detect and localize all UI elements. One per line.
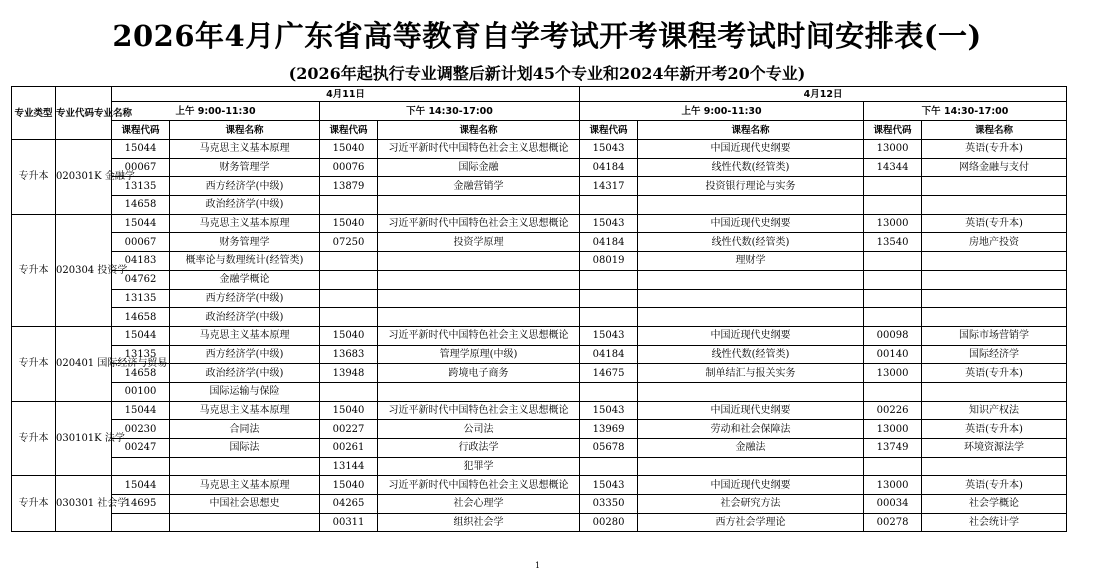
page-subtitle: (2026年起执行专业调整后新计划45个专业和2024年新开考20个专业) xyxy=(288,64,806,83)
table-row xyxy=(12,457,1067,476)
table-row xyxy=(12,289,1067,308)
course-name-cell xyxy=(638,196,864,215)
course-code-cell xyxy=(320,270,378,289)
table-row xyxy=(12,308,1067,327)
course-code-cell: 15040 xyxy=(320,476,378,495)
course-name-cell: 跨境电子商务 xyxy=(378,364,580,383)
course-code-cell: 13749 xyxy=(864,439,922,458)
course-code-cell: 08019 xyxy=(580,252,638,271)
course-name-cell: 中国近现代史纲要 xyxy=(638,476,864,495)
course-name-cell: 犯罪学 xyxy=(378,457,580,476)
table-row xyxy=(12,196,1067,215)
course-name-cell: 金融法 xyxy=(638,439,864,458)
table-row xyxy=(12,364,1067,383)
course-name-cell: 国际运输与保险 xyxy=(170,382,320,401)
table-row xyxy=(12,439,1067,458)
course-name-cell xyxy=(638,382,864,401)
major-code-name-cell: 020304 投资学 xyxy=(56,214,112,326)
course-name-cell xyxy=(378,289,580,308)
course-name-cell: 概率论与数理统计(经管类) xyxy=(170,252,320,271)
table-row xyxy=(12,214,1067,233)
course-code-cell: 00076 xyxy=(320,158,378,177)
header-course-name: 课程名称 xyxy=(922,121,1067,140)
course-name-cell: 投资银行理论与实务 xyxy=(638,177,864,196)
course-name-cell: 中国近现代史纲要 xyxy=(638,140,864,159)
major-type-cell: 专升本 xyxy=(12,476,56,532)
course-name-cell: 网络金融与支付 xyxy=(922,158,1067,177)
course-name-cell xyxy=(922,308,1067,327)
course-name-cell: 线性代数(经管类) xyxy=(638,158,864,177)
course-name-cell: 财务管理学 xyxy=(170,233,320,252)
course-name-cell: 英语(专升本) xyxy=(922,476,1067,495)
course-name-cell: 习近平新时代中国特色社会主义思想概论 xyxy=(378,401,580,420)
course-code-cell: 15040 xyxy=(320,401,378,420)
course-code-cell xyxy=(864,457,922,476)
course-name-cell: 中国近现代史纲要 xyxy=(638,326,864,345)
course-code-cell: 13144 xyxy=(320,457,378,476)
course-name-cell: 政治经济学(中级) xyxy=(170,196,320,215)
course-name-cell xyxy=(378,270,580,289)
course-name-cell xyxy=(378,382,580,401)
course-code-cell xyxy=(112,457,170,476)
course-name-cell xyxy=(922,270,1067,289)
course-code-cell: 03350 xyxy=(580,495,638,514)
course-name-cell xyxy=(170,457,320,476)
course-code-cell xyxy=(320,308,378,327)
course-code-cell: 13000 xyxy=(864,476,922,495)
course-name-cell: 行政法学 xyxy=(378,439,580,458)
major-code-name-cell: 030301 社会学 xyxy=(56,476,112,532)
course-code-cell xyxy=(580,457,638,476)
course-name-cell: 西方经济学(中级) xyxy=(170,177,320,196)
course-name-cell: 制单结汇与报关实务 xyxy=(638,364,864,383)
header-day1-pm: 下午 14:30-17:00 xyxy=(320,102,580,121)
major-type-cell: 专升本 xyxy=(12,326,56,401)
course-code-cell: 15040 xyxy=(320,214,378,233)
course-name-cell: 英语(专升本) xyxy=(922,420,1067,439)
course-name-cell: 马克思主义基本原理 xyxy=(170,326,320,345)
course-code-cell: 15043 xyxy=(580,326,638,345)
schedule-body xyxy=(12,140,1067,532)
header-course-name: 课程名称 xyxy=(378,121,580,140)
course-name-cell: 环境资源法学 xyxy=(922,439,1067,458)
course-name-cell: 马克思主义基本原理 xyxy=(170,476,320,495)
course-code-cell: 13000 xyxy=(864,364,922,383)
course-name-cell: 西方社会学理论 xyxy=(638,513,864,532)
course-code-cell xyxy=(580,196,638,215)
course-name-cell: 房地产投资 xyxy=(922,233,1067,252)
course-code-cell: 14658 xyxy=(112,196,170,215)
course-code-cell: 15044 xyxy=(112,401,170,420)
header-day2: 4月12日 xyxy=(580,87,1067,102)
course-code-cell: 05678 xyxy=(580,439,638,458)
course-code-cell: 04184 xyxy=(580,345,638,364)
course-code-cell xyxy=(112,513,170,532)
course-code-cell: 00100 xyxy=(112,382,170,401)
course-name-cell: 社会学概论 xyxy=(922,495,1067,514)
course-code-cell xyxy=(864,382,922,401)
course-name-cell: 社会研究方法 xyxy=(638,495,864,514)
course-code-cell: 04184 xyxy=(580,158,638,177)
course-name-cell xyxy=(922,252,1067,271)
header-course-code: 课程代码 xyxy=(320,121,378,140)
course-code-cell: 00098 xyxy=(864,326,922,345)
course-name-cell: 管理学原理(中级) xyxy=(378,345,580,364)
course-code-cell xyxy=(864,177,922,196)
course-code-cell xyxy=(320,196,378,215)
table-row xyxy=(12,158,1067,177)
course-name-cell: 财务管理学 xyxy=(170,158,320,177)
table-row xyxy=(12,177,1067,196)
course-code-cell xyxy=(580,382,638,401)
course-name-cell: 金融学概论 xyxy=(170,270,320,289)
course-code-cell xyxy=(320,382,378,401)
course-code-cell: 14344 xyxy=(864,158,922,177)
course-code-cell: 15044 xyxy=(112,476,170,495)
course-code-cell xyxy=(864,270,922,289)
course-name-cell: 线性代数(经管类) xyxy=(638,233,864,252)
course-code-cell: 13135 xyxy=(112,289,170,308)
header-course-name: 课程名称 xyxy=(170,121,320,140)
course-code-cell: 14658 xyxy=(112,364,170,383)
major-type-cell: 专升本 xyxy=(12,140,56,215)
course-name-cell xyxy=(922,382,1067,401)
course-name-cell: 中国近现代史纲要 xyxy=(638,401,864,420)
course-name-cell: 英语(专升本) xyxy=(922,364,1067,383)
table-row xyxy=(12,270,1067,289)
course-name-cell: 中国近现代史纲要 xyxy=(638,214,864,233)
header-day2-am: 上午 9:00-11:30 xyxy=(580,102,864,121)
course-name-cell: 英语(专升本) xyxy=(922,214,1067,233)
course-name-cell: 公司法 xyxy=(378,420,580,439)
course-code-cell xyxy=(864,196,922,215)
course-code-cell xyxy=(864,308,922,327)
course-name-cell xyxy=(638,457,864,476)
course-code-cell: 14695 xyxy=(112,495,170,514)
course-code-cell xyxy=(580,270,638,289)
course-name-cell: 马克思主义基本原理 xyxy=(170,401,320,420)
course-name-cell: 政治经济学(中级) xyxy=(170,308,320,327)
course-name-cell xyxy=(638,289,864,308)
course-name-cell: 马克思主义基本原理 xyxy=(170,140,320,159)
table-row xyxy=(12,476,1067,495)
course-name-cell xyxy=(638,308,864,327)
course-code-cell: 00067 xyxy=(112,158,170,177)
course-name-cell: 马克思主义基本原理 xyxy=(170,214,320,233)
course-name-cell: 社会心理学 xyxy=(378,495,580,514)
course-name-cell: 组织社会学 xyxy=(378,513,580,532)
course-code-cell: 04265 xyxy=(320,495,378,514)
course-name-cell: 合同法 xyxy=(170,420,320,439)
course-name-cell: 政治经济学(中级) xyxy=(170,364,320,383)
course-code-cell: 00280 xyxy=(580,513,638,532)
course-name-cell: 习近平新时代中国特色社会主义思想概论 xyxy=(378,140,580,159)
course-code-cell: 15040 xyxy=(320,326,378,345)
course-code-cell: 13948 xyxy=(320,364,378,383)
course-name-cell: 金融营销学 xyxy=(378,177,580,196)
course-name-cell: 中国社会思想史 xyxy=(170,495,320,514)
page-number: 1 xyxy=(535,561,541,570)
course-code-cell: 13683 xyxy=(320,345,378,364)
header-course-name: 课程名称 xyxy=(638,121,864,140)
course-code-cell: 00140 xyxy=(864,345,922,364)
course-name-cell xyxy=(922,457,1067,476)
course-code-cell xyxy=(580,308,638,327)
header-major-code-name: 专业代码专业名称 xyxy=(56,87,112,140)
table-row xyxy=(12,252,1067,271)
course-code-cell: 13540 xyxy=(864,233,922,252)
table-row xyxy=(12,326,1067,345)
course-name-cell xyxy=(378,196,580,215)
course-code-cell: 04184 xyxy=(580,233,638,252)
course-name-cell xyxy=(922,289,1067,308)
course-code-cell: 14317 xyxy=(580,177,638,196)
course-code-cell: 00067 xyxy=(112,233,170,252)
course-code-cell: 00227 xyxy=(320,420,378,439)
course-code-cell: 15043 xyxy=(580,476,638,495)
course-code-cell: 15044 xyxy=(112,214,170,233)
major-code-name-cell: 020301K 金融学 xyxy=(56,140,112,215)
course-code-cell: 04183 xyxy=(112,252,170,271)
course-code-cell xyxy=(320,289,378,308)
table-row xyxy=(12,513,1067,532)
course-code-cell: 00230 xyxy=(112,420,170,439)
major-type-cell: 专升本 xyxy=(12,401,56,476)
course-name-cell: 习近平新时代中国特色社会主义思想概论 xyxy=(378,326,580,345)
schedule-table xyxy=(11,86,1067,532)
course-name-cell: 习近平新时代中国特色社会主义思想概论 xyxy=(378,476,580,495)
course-name-cell: 习近平新时代中国特色社会主义思想概论 xyxy=(378,214,580,233)
major-type-cell: 专升本 xyxy=(12,214,56,326)
course-code-cell: 00247 xyxy=(112,439,170,458)
major-code-name-cell: 030101K 法学 xyxy=(56,401,112,476)
course-code-cell: 15040 xyxy=(320,140,378,159)
header-course-code: 课程代码 xyxy=(580,121,638,140)
header-day1-am: 上午 9:00-11:30 xyxy=(112,102,320,121)
course-name-cell: 理财学 xyxy=(638,252,864,271)
course-name-cell: 国际经济学 xyxy=(922,345,1067,364)
header-major-type: 专业类型 xyxy=(12,87,56,140)
course-name-cell: 英语(专升本) xyxy=(922,140,1067,159)
table-row xyxy=(12,401,1067,420)
course-code-cell: 13000 xyxy=(864,420,922,439)
page-title: 2026年4月广东省高等教育自学考试开考课程考试时间安排表(一) xyxy=(112,19,982,53)
course-name-cell: 西方经济学(中级) xyxy=(170,289,320,308)
course-name-cell xyxy=(378,308,580,327)
course-code-cell: 13000 xyxy=(864,214,922,233)
course-code-cell: 15043 xyxy=(580,214,638,233)
major-code-name-cell: 020401 国际经济与贸易 xyxy=(56,326,112,401)
table-row xyxy=(12,345,1067,364)
course-code-cell: 15044 xyxy=(112,326,170,345)
table-row xyxy=(12,495,1067,514)
course-code-cell xyxy=(320,252,378,271)
course-code-cell xyxy=(864,252,922,271)
course-code-cell: 00261 xyxy=(320,439,378,458)
course-code-cell: 15043 xyxy=(580,401,638,420)
course-name-cell: 线性代数(经管类) xyxy=(638,345,864,364)
course-name-cell xyxy=(638,270,864,289)
table-row xyxy=(12,233,1067,252)
header-day1: 4月11日 xyxy=(112,87,580,102)
course-code-cell xyxy=(864,289,922,308)
course-name-cell: 国际市场营销学 xyxy=(922,326,1067,345)
course-name-cell xyxy=(922,196,1067,215)
course-name-cell: 知识产权法 xyxy=(922,401,1067,420)
course-code-cell: 13135 xyxy=(112,345,170,364)
course-name-cell: 投资学原理 xyxy=(378,233,580,252)
course-name-cell: 西方经济学(中级) xyxy=(170,345,320,364)
course-code-cell xyxy=(580,289,638,308)
course-code-cell: 00311 xyxy=(320,513,378,532)
course-code-cell: 13135 xyxy=(112,177,170,196)
course-code-cell: 15044 xyxy=(112,140,170,159)
course-code-cell: 00278 xyxy=(864,513,922,532)
course-name-cell xyxy=(922,177,1067,196)
header-day2-pm: 下午 14:30-17:00 xyxy=(864,102,1067,121)
table-row xyxy=(12,420,1067,439)
course-code-cell: 04762 xyxy=(112,270,170,289)
course-code-cell: 00034 xyxy=(864,495,922,514)
course-name-cell: 国际法 xyxy=(170,439,320,458)
course-code-cell: 13969 xyxy=(580,420,638,439)
table-row xyxy=(12,140,1067,159)
header-course-code: 课程代码 xyxy=(864,121,922,140)
course-code-cell: 15043 xyxy=(580,140,638,159)
course-code-cell: 14658 xyxy=(112,308,170,327)
course-name-cell xyxy=(378,252,580,271)
table-row xyxy=(12,382,1067,401)
course-code-cell: 13000 xyxy=(864,140,922,159)
course-code-cell: 13879 xyxy=(320,177,378,196)
course-code-cell: 07250 xyxy=(320,233,378,252)
header-course-code: 课程代码 xyxy=(112,121,170,140)
course-name-cell: 国际金融 xyxy=(378,158,580,177)
course-name-cell xyxy=(170,513,320,532)
course-code-cell: 14675 xyxy=(580,364,638,383)
course-name-cell: 劳动和社会保障法 xyxy=(638,420,864,439)
course-name-cell: 社会统计学 xyxy=(922,513,1067,532)
course-code-cell: 00226 xyxy=(864,401,922,420)
